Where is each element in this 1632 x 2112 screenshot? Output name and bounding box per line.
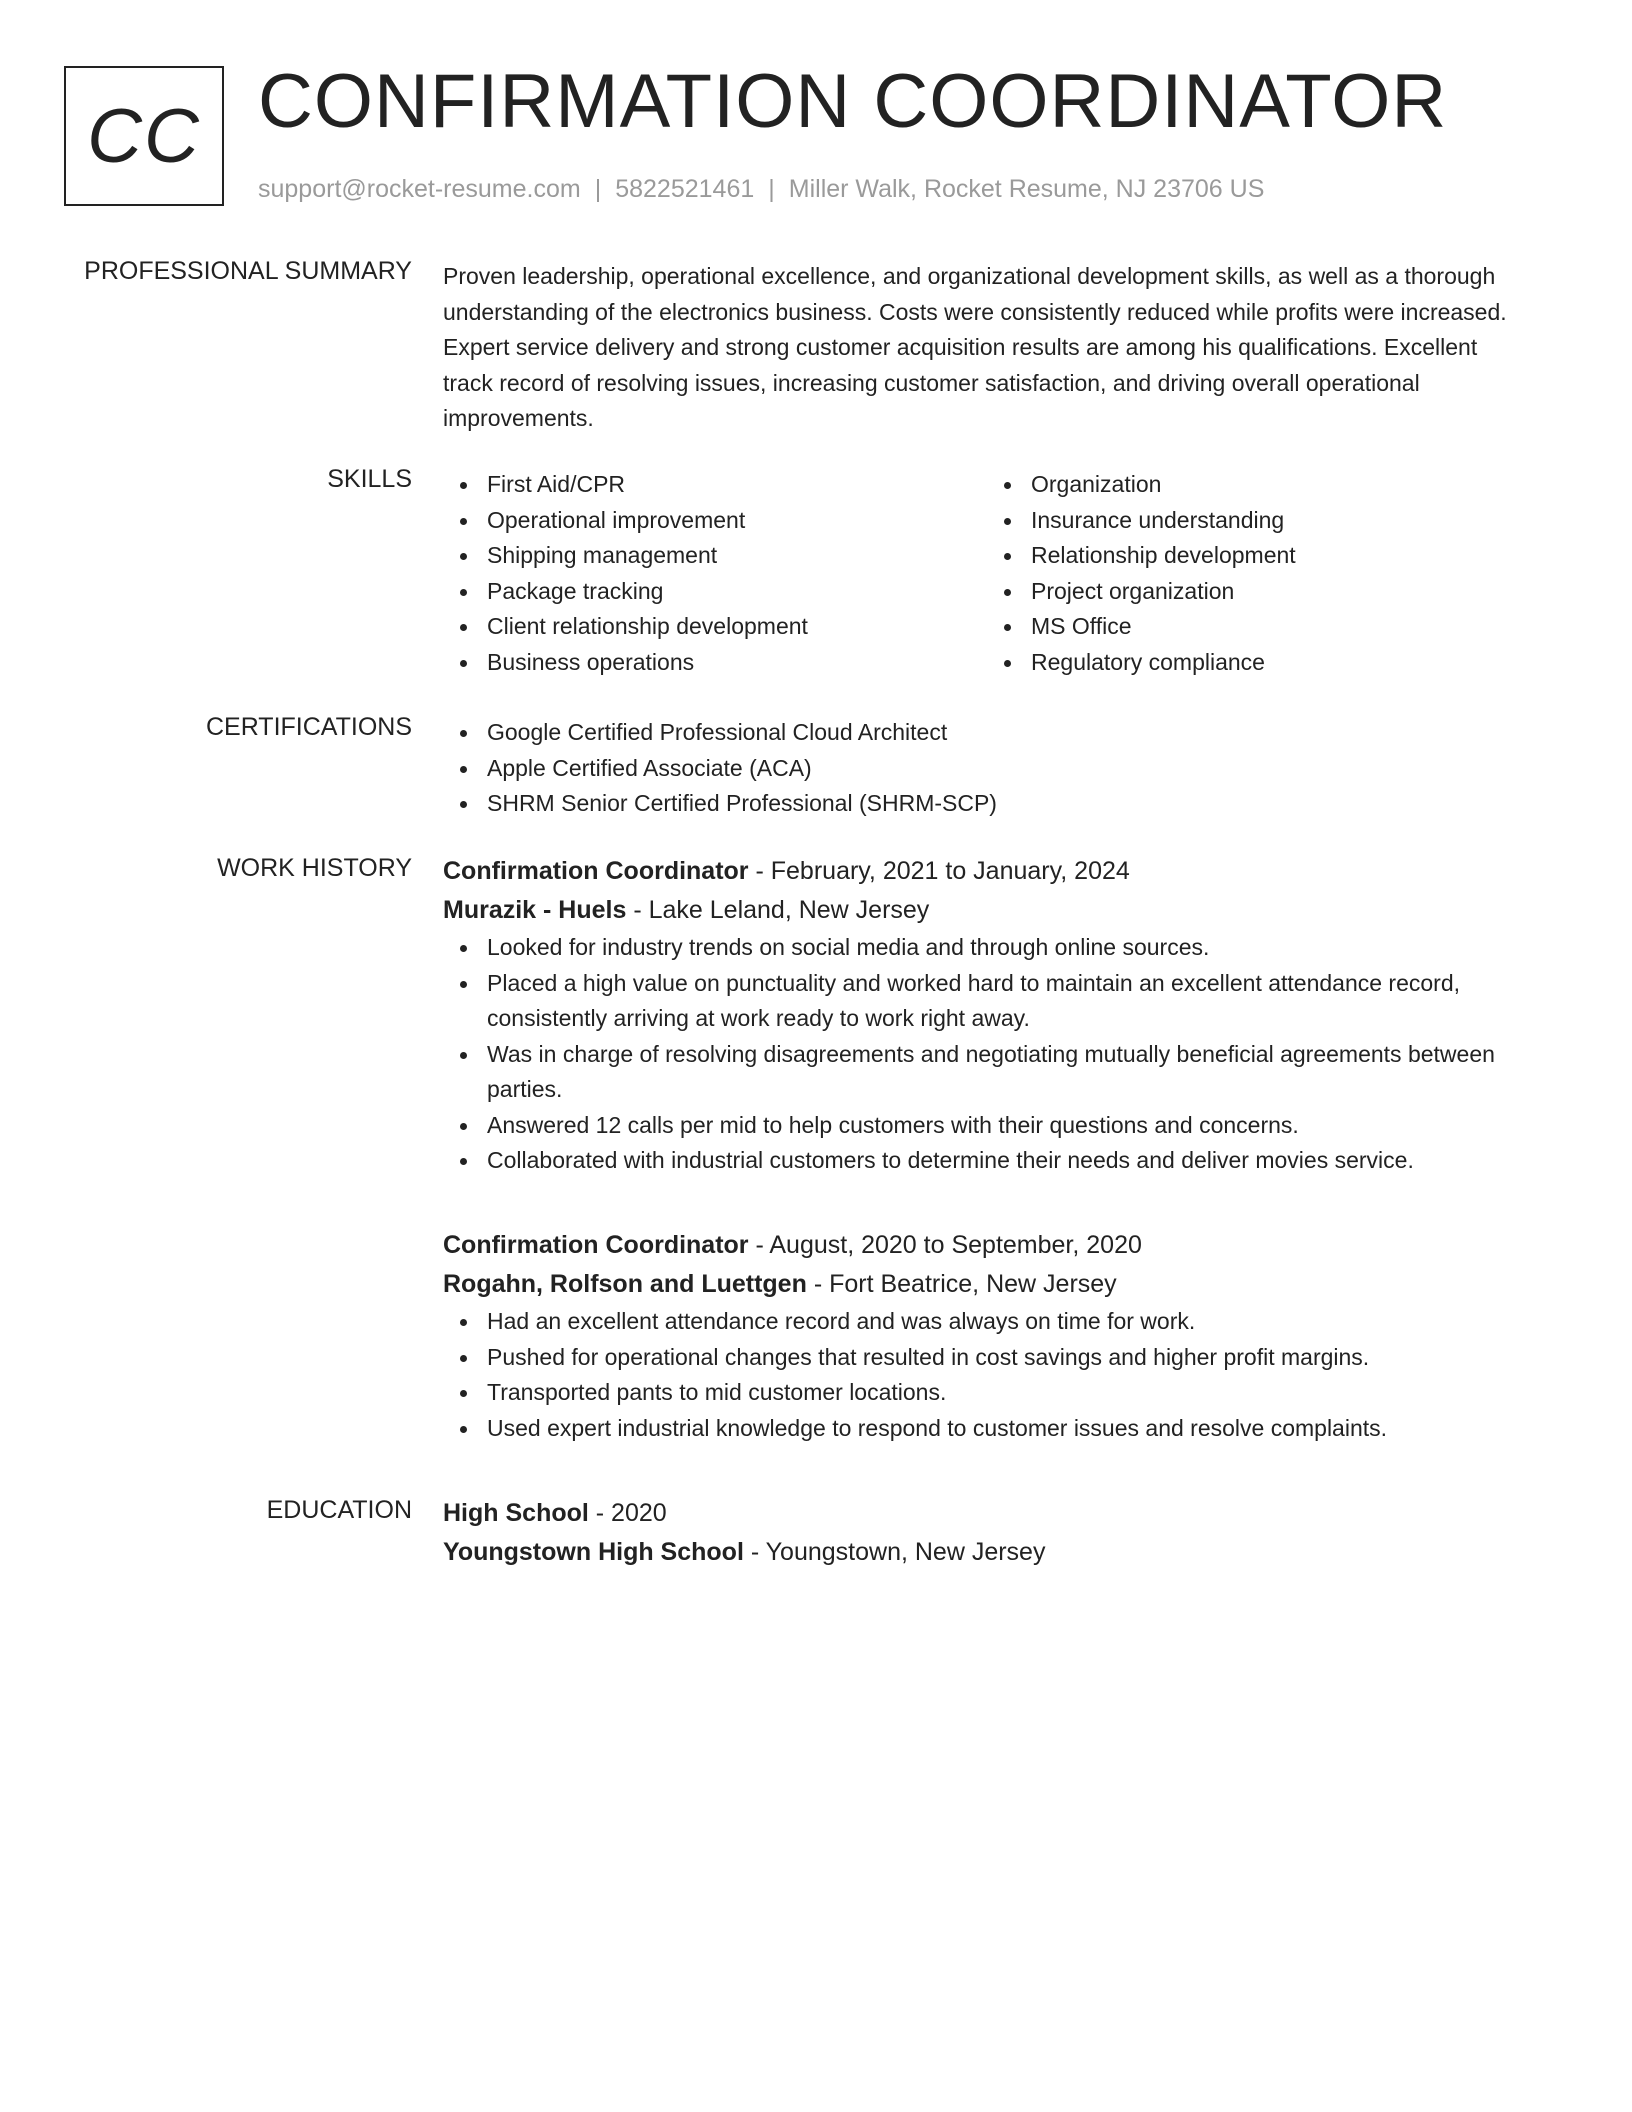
job-role: Confirmation Coordinator (443, 857, 749, 885)
skills-list-right (987, 467, 1527, 680)
contact-line (258, 175, 1264, 204)
certifications-heading: CERTIFICATIONS (205, 713, 412, 741)
certification-item: Apple Certified Associate (ACA) (443, 751, 1533, 787)
skill-item: MS Office (987, 609, 1527, 645)
job-company: Rogahn, Rolfson and Luettgen (443, 1270, 807, 1298)
skill-item: First Aid/CPR (443, 467, 983, 503)
job-bullet: Transported pants to mid customer locations. (443, 1375, 1533, 1411)
job-bullets (443, 930, 1533, 1179)
job-bullet: Collaborated with industrial customers to determine their needs and deliver movies service. (443, 1143, 1533, 1179)
contact-email[interactable]: support@rocket-resume.com (258, 175, 581, 203)
certifications-list (443, 715, 1533, 822)
education-heading: EDUCATION (266, 1496, 412, 1524)
contact-phone[interactable]: 5822521461 (615, 175, 755, 203)
skill-item: Project organization (987, 574, 1527, 610)
skill-item: Shipping management (443, 538, 983, 574)
skill-item: Insurance understanding (987, 503, 1527, 539)
job-bullet: Answered 12 calls per mid to help customers with their questions and concerns. (443, 1108, 1533, 1144)
job-bullets (443, 1304, 1533, 1446)
job-bullet: Pushed for operational changes that resulted in cost savings and higher profit margins. (443, 1340, 1533, 1376)
education-year: - 2020 (595, 1499, 667, 1527)
education-school: Youngstown High School (443, 1538, 744, 1566)
job-location: - Lake Leland, New Jersey (633, 896, 930, 924)
summary-text: Proven leadership, operational excellence, and organizational development skills, as well as a thorough understanding of the electronics business. Costs were consistently reduced while profits were increased. Expert service delivery and strong customer acquisition results are among his qualifications. Excellent track record of resolving issues, increasing customer satisfaction, and driving overall operational improvements. (443, 263, 1507, 431)
skill-item: Operational improvement (443, 503, 983, 539)
page-title: CONFIRMATION COORDINATOR (258, 59, 1448, 144)
job-location: - Fort Beatrice, New Jersey (813, 1270, 1117, 1298)
job-bullet: Had an excellent attendance record and was always on time for work. (443, 1304, 1533, 1340)
contact-address: Miller Walk, Rocket Resume, NJ 23706 US (788, 175, 1265, 203)
job-bullet: Looked for industry trends on social media and through online sources. (443, 930, 1533, 966)
job-company-line (443, 891, 1533, 930)
job-bullet: Was in charge of resolving disagreements and negotiating mutually beneficial agreements between parties. (443, 1037, 1533, 1108)
monogram: CC (64, 66, 224, 206)
job-company-line (443, 1265, 1533, 1304)
skill-item: Organization (987, 467, 1527, 503)
job-bullet: Used expert industrial knowledge to respond to customer issues and resolve complaints. (443, 1411, 1533, 1447)
job-company: Murazik - Huels (443, 896, 627, 924)
skill-item: Package tracking (443, 574, 983, 610)
job-title-line (443, 1226, 1533, 1265)
job-bullet: Placed a high value on punctuality and worked hard to maintain an excellent attendance record, consistently arriving at work ready to work right away. (443, 966, 1533, 1037)
job-dates: - August, 2020 to September, 2020 (755, 1231, 1142, 1259)
work-history-heading: WORK HISTORY (217, 854, 412, 882)
summary-heading: PROFESSIONAL SUMMARY (84, 257, 412, 285)
skill-item: Client relationship development (443, 609, 983, 645)
education-degree: High School (443, 1499, 589, 1527)
contact-separator: | (594, 175, 602, 203)
certification-item: SHRM Senior Certified Professional (SHRM-SCP) (443, 786, 1533, 822)
education-location: - Youngstown, New Jersey (750, 1538, 1046, 1566)
certification-item: Google Certified Professional Cloud Architect (443, 715, 1533, 751)
job-dates: - February, 2021 to January, 2024 (755, 857, 1130, 885)
job-entry (443, 1226, 1533, 1446)
skill-item: Regulatory compliance (987, 645, 1527, 681)
skill-item: Business operations (443, 645, 983, 681)
job-role: Confirmation Coordinator (443, 1231, 749, 1259)
skills-heading: SKILLS (327, 465, 412, 493)
job-entry (443, 852, 1533, 1179)
education-school-line (443, 1533, 1533, 1572)
skill-item: Relationship development (987, 538, 1527, 574)
contact-separator: | (768, 175, 775, 203)
education-degree-line (443, 1494, 1533, 1533)
job-title-line (443, 852, 1533, 891)
skills-list-left (443, 467, 983, 680)
